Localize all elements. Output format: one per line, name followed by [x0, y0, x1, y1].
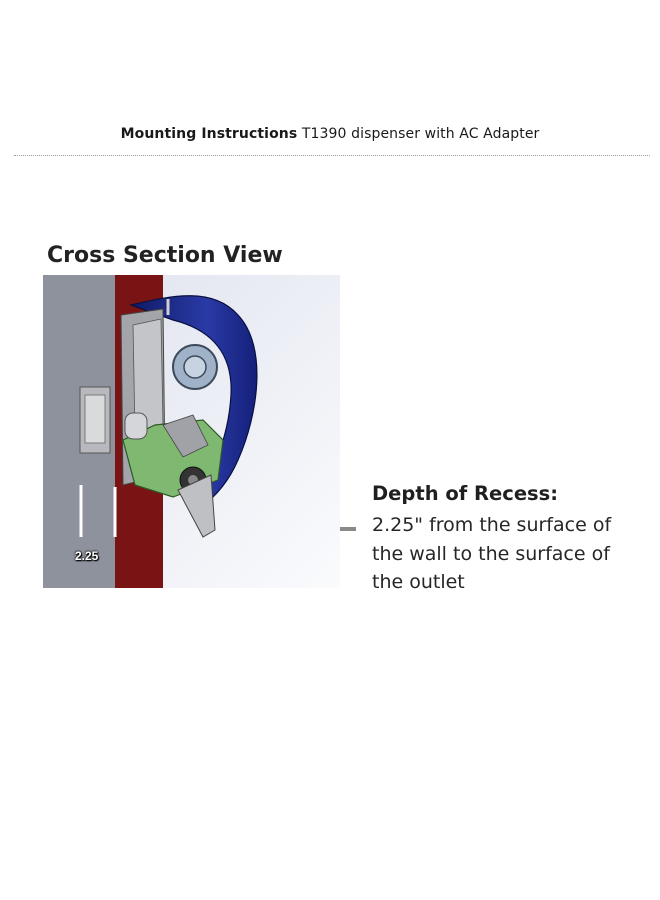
dotted-divider	[14, 155, 650, 156]
outlet-face	[85, 395, 105, 443]
callout-heading: Depth of Recess:	[372, 482, 559, 505]
callout-dash	[340, 527, 356, 531]
motor-cylinder	[125, 413, 147, 439]
cross-section-illustration	[43, 275, 340, 588]
section-title: Cross Section View	[47, 243, 283, 268]
header-title-bold: Mounting Instructions	[120, 126, 298, 142]
header-title-rest: T1390 dispenser with AC Adapter	[301, 126, 540, 142]
callout-body: 2.25" from the surface of the wall to the surface of the outlet	[372, 514, 612, 593]
measurement-label: 2.25	[75, 549, 99, 563]
cross-section-figure	[43, 275, 340, 588]
page-header	[0, 126, 660, 142]
